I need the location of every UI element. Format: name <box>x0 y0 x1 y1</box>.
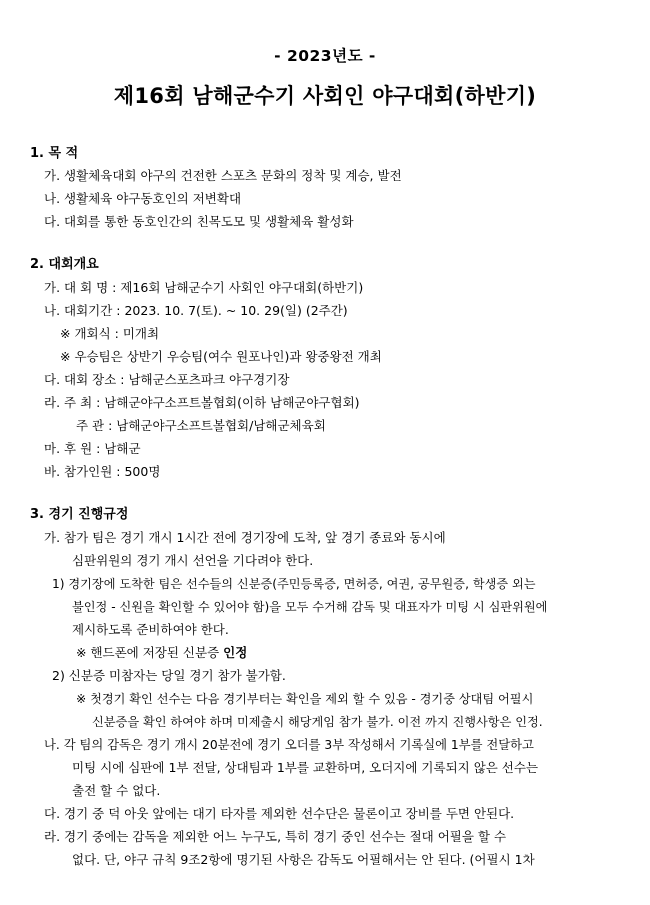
rule-2-line: 2) 신분증 미참자는 당일 경기 참가 불가함. <box>52 668 286 683</box>
rule-na-line: 미팅 시에 심판에 1부 전달, 상대팀과 1부를 교환하며, 오더지에 기록되지 않은 선수는 <box>72 760 539 775</box>
rule-ra-line: 라. 경기 중에는 감독을 제외한 어느 누구도, 특히 경기 중인 선수는 절대 어필을 할 수 <box>44 829 507 844</box>
overview-note: ※ 우승팀은 상반기 우승팀(여수 원포나인)과 왕중왕전 개최 <box>60 349 382 364</box>
overview-line: 마. 후 원 : 남해군 <box>44 441 141 456</box>
overview-note: ※ 개회식 : 미개최 <box>60 326 160 341</box>
rule-ra-line: 없다. 단, 야구 규칙 9조2항에 명기된 사항은 감독도 어필해서는 안 된다. (어필시 1차 <box>72 852 535 867</box>
rule-2-note: 신분증을 확인 하여야 하며 미제출시 해당게임 참가 불가. 이전 까지 진행사항은 인정. <box>92 715 543 729</box>
overview-line: 나. 대회기간 : 2023. 10. 7(토). ~ 10. 29(일) (2주간) <box>44 303 348 318</box>
page-title: 제16회 남해군수기 사회인 야구대회(하반기) <box>113 84 537 108</box>
rule-1-note-text: ※ 핸드폰에 저장된 신분증 <box>76 645 224 660</box>
overview-line: 주 관 : 남해군야구소프트볼협회/남해군체육회 <box>76 418 326 433</box>
rule-ga-line: 가. 참가 팀은 경기 개시 1시간 전에 경기장에 도착, 앞 경기 종료와 동시에 <box>44 530 446 545</box>
rule-ga-line: 심판위원의 경기 개시 선언을 기다려야 한다. <box>72 553 314 568</box>
section-3-heading: 3. 경기 진행규정 <box>30 507 129 522</box>
rule-1-line: 1) 경기장에 도착한 팀은 선수들의 신분증(주민등록증, 면허증, 여권, 공무원증, 학생증 외는 <box>52 577 536 591</box>
rule-na-line: 출전 할 수 없다. <box>72 783 161 798</box>
section-1-heading: 1. 목 적 <box>30 146 79 161</box>
rule-na-line: 나. 각 팀의 감독은 경기 개시 20분전에 경기 오더를 3부 작성해서 기록실에 1부를 전달하고 <box>44 738 534 752</box>
year-subtitle: - 2023년도 - <box>274 47 376 65</box>
overview-line: 다. 대회 장소 : 남해군스포츠파크 야구경기장 <box>44 372 290 387</box>
rule-1-note-emphasis: 인정 <box>223 645 248 660</box>
rule-1-line: 불인정 - 신원을 확인할 수 있어야 함)을 모두 수거해 감독 및 대표자가 미팅 시 심판위원에 <box>72 600 548 614</box>
section-1-item: 다. 대회를 통한 동호인간의 친목도모 및 생활체육 활성화 <box>44 214 354 229</box>
section-1-item: 나. 생활체육 야구동호인의 저변확대 <box>44 191 242 206</box>
rule-da-line: 다. 경기 중 덕 아웃 앞에는 대기 타자를 제외한 선수단은 물론이고 장비를 두면 안된다. <box>44 806 515 821</box>
section-1-item: 가. 생활체육대회 야구의 건전한 스포츠 문화의 정착 및 계승, 발전 <box>44 168 402 183</box>
rule-1-note <box>76 644 247 662</box>
overview-line: 바. 참가인원 : 500명 <box>44 464 161 479</box>
rule-2-note: ※ 첫경기 확인 선수는 다음 경기부터는 확인을 제외 할 수 있음 - 경기중 상대팀 어필시 <box>76 692 534 706</box>
section-2-heading: 2. 대회개요 <box>30 257 99 272</box>
overview-line: 가. 대 회 명 : 제16회 남해군수기 사회인 야구대회(하반기) <box>44 280 364 295</box>
overview-line: 라. 주 최 : 남해군야구소프트볼협회(이하 남해군야구협회) <box>44 395 360 410</box>
rule-1-line: 제시하도록 준비하여야 한다. <box>72 622 229 637</box>
